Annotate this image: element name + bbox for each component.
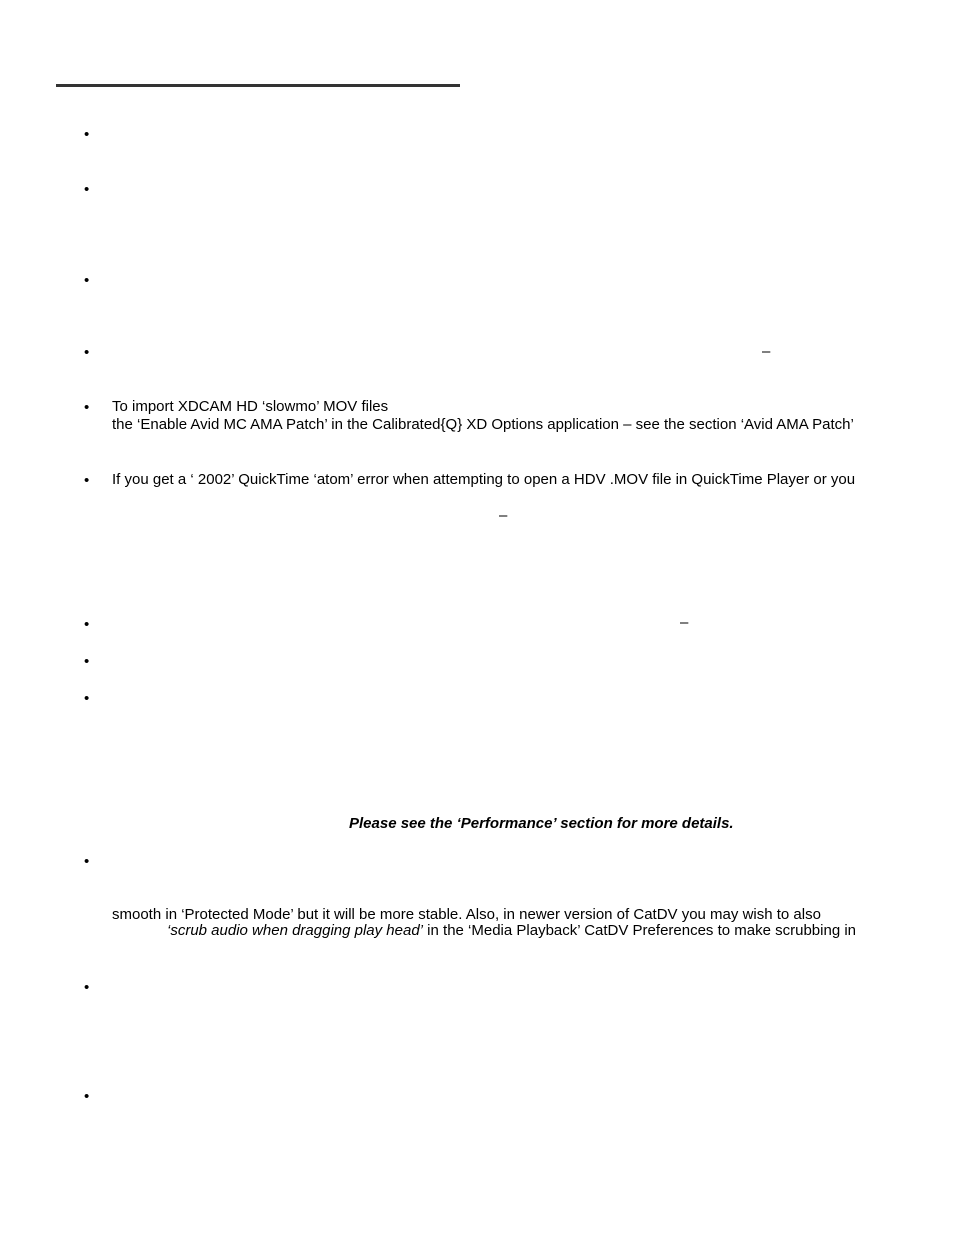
atom-error-line-1: If you get a ‘ 2002’ QuickTime ‘atom’ error when attempting to open a HDV .MOV file in QuickTime Player or you: [112, 471, 856, 488]
bullet-9: •: [84, 690, 90, 707]
bullet-6: •: [84, 472, 90, 489]
bullet-7: •: [84, 616, 90, 633]
bullet-10: •: [84, 853, 90, 870]
bullet-3: •: [84, 272, 90, 289]
bullet-1: •: [84, 126, 90, 143]
xdcam-line-1: To import XDCAM HD ‘slowmo’ MOV files: [112, 398, 389, 415]
dash-1: –: [762, 343, 771, 360]
dash-3: –: [680, 614, 689, 631]
bullet-4: •: [84, 344, 90, 361]
performance-note: Please see the ‘Performance’ section for more details.: [349, 815, 734, 832]
dash-2: –: [499, 507, 508, 524]
bullet-8: •: [84, 653, 90, 670]
bullet-5: •: [84, 399, 90, 416]
catdv-line-2: [167, 922, 856, 940]
catdv-line-1: smooth in ‘Protected Mode’ but it will be more stable. Also, in newer version of CatDV you may wish to also: [112, 906, 821, 923]
catdv-line-2-rest: in the ‘Media Playback’ CatDV Preferences to make scrubbing in: [423, 922, 857, 939]
bullet-2: •: [84, 181, 90, 198]
bullet-12: •: [84, 1088, 90, 1105]
catdv-scrub-audio-setting: ‘scrub audio when dragging play head’: [167, 922, 424, 939]
xdcam-line-2: the ‘Enable Avid MC AMA Patch’ in the Calibrated{Q} XD Options application – see the section ‘Avid AMA Patch’: [112, 416, 854, 433]
section-rule: [56, 84, 460, 87]
bullet-11: •: [84, 979, 90, 996]
